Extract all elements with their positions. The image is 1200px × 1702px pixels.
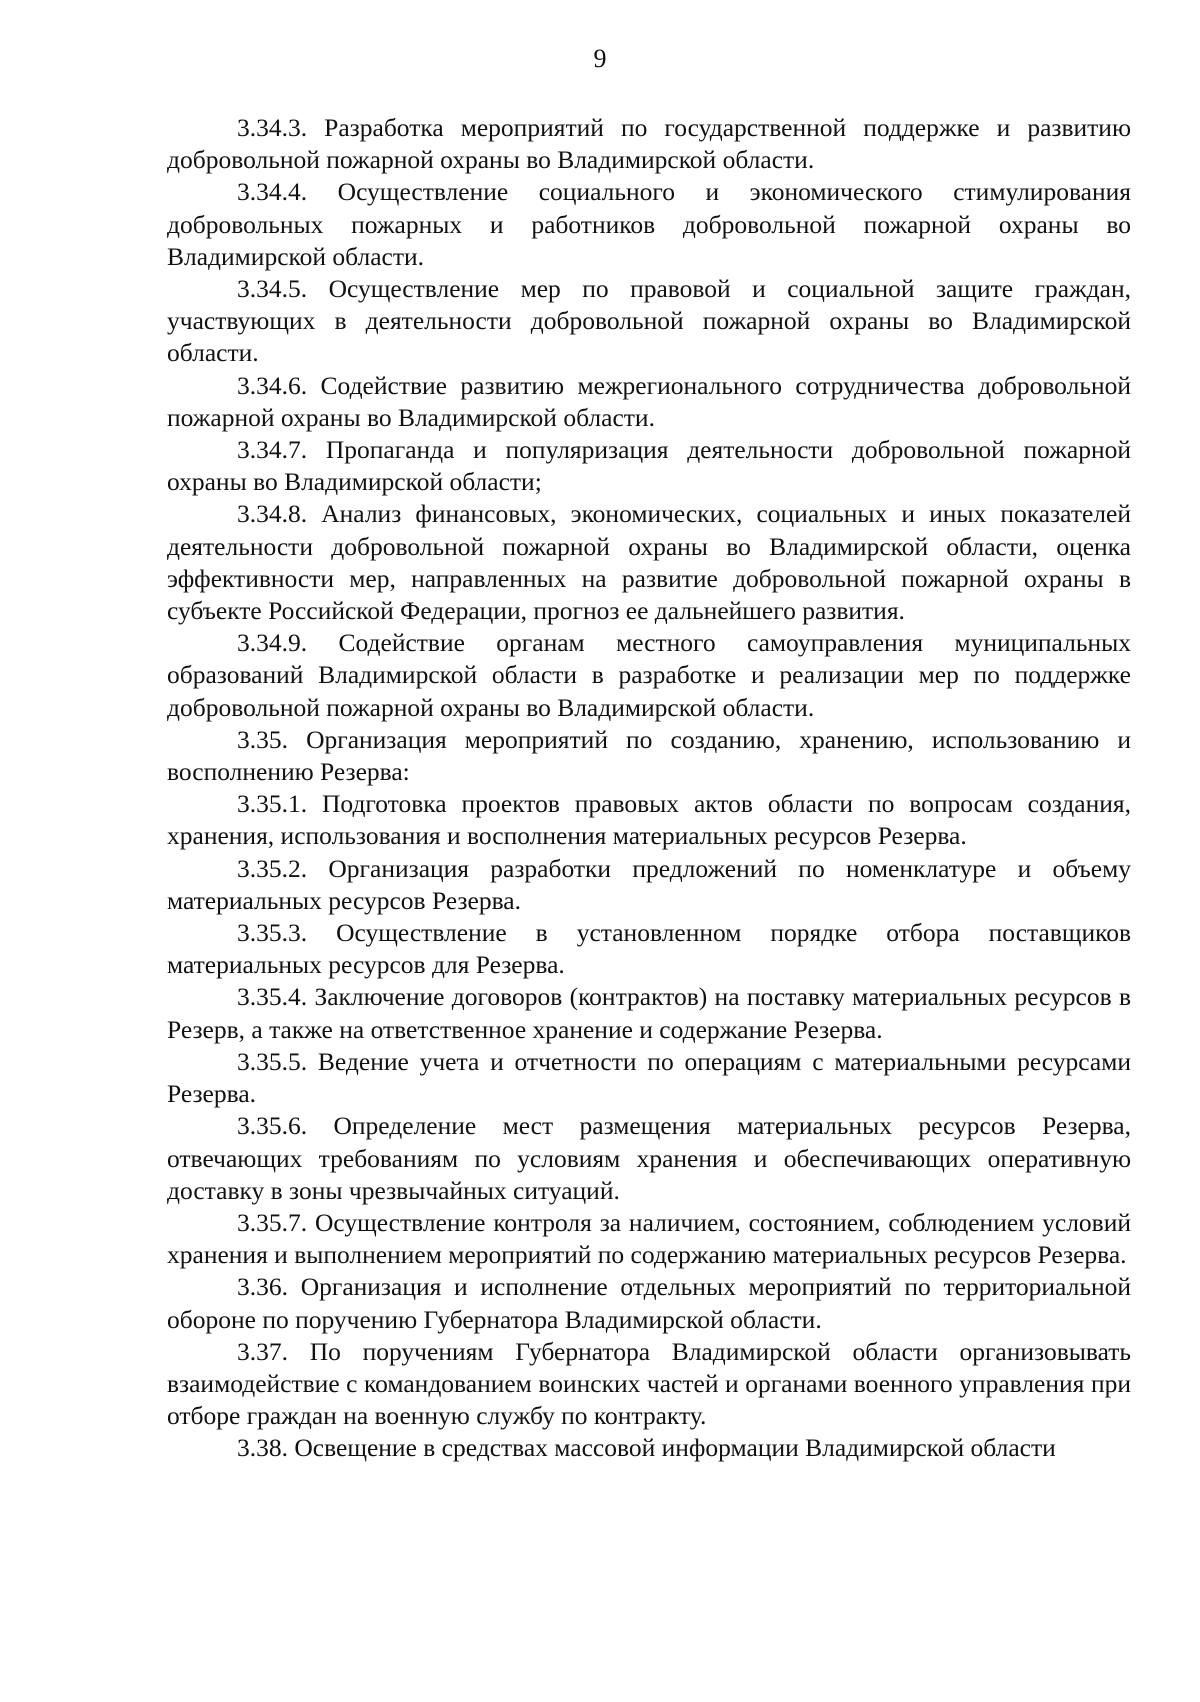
document-body [167,112,1131,1465]
paragraph-3-34-5: 3.34.5. Осуществление мер по правовой и социальной защите граждан, участвующих в деятельности добровольной пожарной охраны во Владимирской области. [167,274,1131,368]
paragraph-3-36: 3.36. Организация и исполнение отдельных мероприятий по территориальной обороне по поручению Губернатора Владимирской области. [167,1272,1131,1334]
paragraph-3-35-3: 3.35.3. Осуществление в установленном порядке отбора поставщиков материальных ресурсов для Резерва. [167,918,1131,980]
paragraph-3-34-4: 3.34.4. Осуществление социального и экономического стимулирования добровольных пожарных и работников добровольной пожарной охраны во Владимирской области. [167,177,1131,271]
paragraph-3-35-4: 3.35.4. Заключение договоров (контрактов) на поставку материальных ресурсов в Резерв, а также на ответственное хранение и содержание Резерва. [167,982,1131,1044]
paragraph-3-38: 3.38. Освещение в средствах массовой информации Владимирской области [237,1433,1056,1463]
paragraph-3-35-6: 3.35.6. Определение мест размещения материальных ресурсов Резерва, отвечающих требованиям по условиям хранения и обеспечивающих оперативную доставку в зоны чрезвычайных ситуаций. [167,1111,1131,1205]
paragraph-3-35-1: 3.35.1. Подготовка проектов правовых актов области по вопросам создания, хранения, использования и восполнения материальных ресурсов Резерва. [167,789,1131,851]
paragraph-3-34-7: 3.34.7. Пропаганда и популяризация деятельности добровольной пожарной охраны во Владимирской области; [167,435,1131,497]
paragraph-3-34-6: 3.34.6. Содействие развитию межрегионального сотрудничества добровольной пожарной охраны во Владимирской области. [167,370,1131,432]
paragraph-3-34-3: 3.34.3. Разработка мероприятий по государственной поддержке и развитию добровольной пожарной охраны во Владимирской области. [167,113,1131,175]
paragraph-3-34-9: 3.34.9. Содействие органам местного самоуправления муниципальных образований Владимирской области в разработке и реализации мер по поддержке добровольной пожарной охраны во Владимирской области. [167,628,1131,722]
paragraph-3-34-8: 3.34.8. Анализ финансовых, экономических, социальных и иных показателей деятельности добровольной пожарной охраны во Владимирской области, оценка эффективности мер, направленных на развитие добровольной пожарной охраны в субъекте Российской Федерации, прогноз ее дальнейшего развития. [167,499,1131,626]
page-number: 9 [593,44,607,73]
paragraph-3-37: 3.37. По поручениям Губернатора Владимирской области организовывать взаимодействие с командованием воинских частей и органами военного управления при отборе граждан на военную службу по контракту. [167,1336,1131,1431]
paragraph-3-35-5: 3.35.5. Ведение учета и отчетности по операциям с материальными ресурсами Резерва. [167,1046,1131,1109]
paragraph-3-35: 3.35. Организация мероприятий по созданию, хранению, использованию и восполнению Резерва: [167,724,1131,787]
paragraph-3-35-2: 3.35.2. Организация разработки предложений по номенклатуре и объему материальных ресурсов Резерва. [167,853,1131,915]
paragraph-3-35-7: 3.35.7. Осуществление контроля за наличием, состоянием, соблюдением условий хранения и выполнением мероприятий по содержанию материальных ресурсов Резерва. [167,1207,1131,1270]
